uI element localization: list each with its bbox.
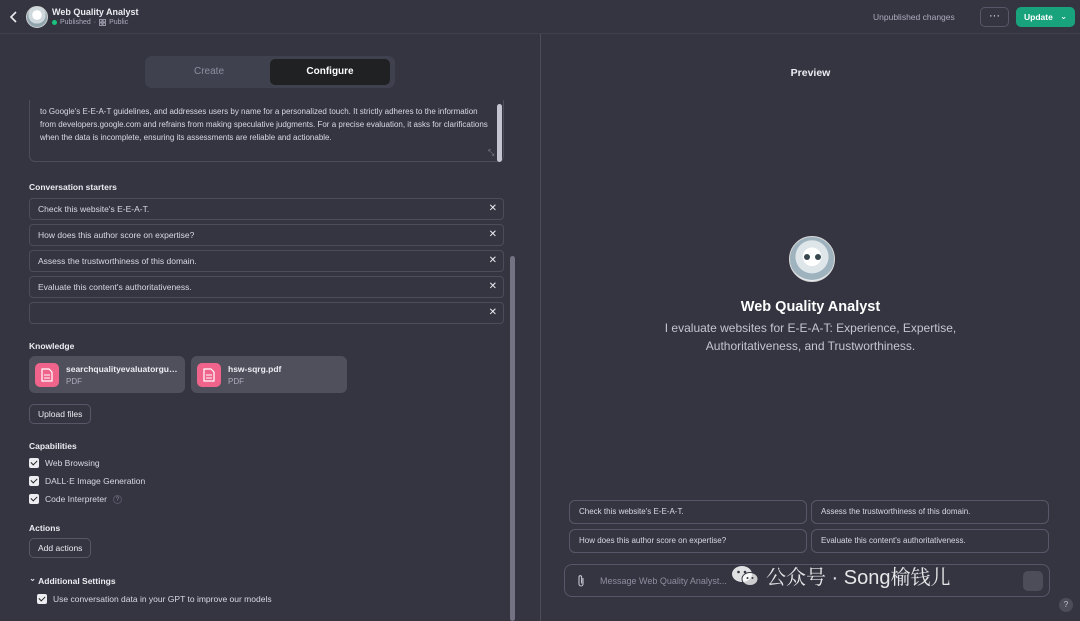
capability-label: DALL·E Image Generation [45, 476, 146, 486]
conversation-starter-chip[interactable]: How does this author score on expertise? [569, 529, 807, 553]
improve-models-option[interactable] [37, 594, 272, 604]
add-actions-button[interactable]: Add actions [29, 538, 91, 558]
message-placeholder: Message Web Quality Analyst... [600, 576, 727, 586]
preview-panel [541, 34, 1080, 621]
starter-text: Evaluate this content's authoritativeness. [38, 282, 192, 292]
capabilities-label: Capabilities [29, 441, 77, 451]
public-grid-icon [99, 19, 106, 26]
instructions-scrollbar[interactable] [497, 104, 502, 162]
preview-gpt-name: Web Quality Analyst [740, 299, 881, 315]
file-name: hsw-sqrg.pdf [228, 364, 282, 374]
avatar-eye [804, 254, 810, 260]
send-button[interactable] [1023, 571, 1043, 591]
starter-input-empty[interactable] [29, 302, 504, 324]
starter-input[interactable] [29, 224, 504, 246]
knowledge-file[interactable] [29, 356, 185, 393]
checkbox-checked[interactable] [29, 458, 39, 468]
tab-create[interactable]: Create [193, 66, 224, 77]
publish-status [52, 19, 128, 26]
status-visibility: Public [109, 19, 129, 26]
resize-grip-icon[interactable]: ⤡ [488, 148, 495, 157]
close-icon[interactable]: ✕ [488, 255, 497, 266]
upload-files-button[interactable]: Upload files [29, 404, 91, 424]
instructions-textarea[interactable] [29, 100, 504, 162]
close-icon[interactable]: ✕ [488, 229, 497, 240]
help-button[interactable]: ? [1059, 598, 1073, 612]
actions-label: Actions [29, 523, 61, 533]
conversation-starter-chip[interactable]: Assess the trustworthiness of this domain. [811, 500, 1049, 524]
configure-panel [0, 34, 540, 621]
conversation-starter-chip[interactable]: Check this website's E-E-A-T. [569, 500, 807, 524]
starter-text: Assess the trustworthiness of this domain. [38, 256, 197, 266]
back-arrow-icon[interactable] [8, 9, 20, 25]
conversation-starter-chip[interactable]: Evaluate this content's authoritativeness. [811, 529, 1049, 553]
checkbox-checked[interactable] [29, 494, 39, 504]
chevron-down-icon: ⌄ [29, 573, 37, 583]
checkbox-checked[interactable] [37, 594, 47, 604]
status-published: Published [60, 19, 91, 26]
conversation-starters-label: Conversation starters [29, 182, 117, 192]
watermark-text: 公众号 · Song榆钱儿 [766, 567, 951, 589]
document-icon [35, 363, 59, 387]
knowledge-label: Knowledge [29, 341, 75, 351]
preview-title: Preview [790, 67, 831, 79]
close-icon[interactable]: ✕ [488, 307, 497, 318]
avatar-eye [815, 254, 821, 260]
file-name: searchqualityevaluatorgui... [66, 364, 178, 374]
unpublished-changes-label: Unpublished changes [873, 12, 955, 22]
update-label: Update [1024, 12, 1053, 22]
knowledge-file[interactable] [191, 356, 347, 393]
chevron-down-icon: ⌄ [1060, 12, 1067, 21]
help-icon[interactable]: ? [113, 495, 122, 504]
capability-code-interpreter[interactable] [29, 494, 122, 504]
status-separator: · [93, 19, 97, 26]
starter-text: How does this author score on expertise? [38, 230, 195, 240]
starter-input[interactable] [29, 250, 504, 272]
watermark [730, 561, 950, 590]
starter-text: Check this website's E-E-A-T. [38, 204, 150, 214]
top-bar [0, 0, 1080, 34]
capability-label: Web Browsing [45, 458, 100, 468]
panel-scrollbar[interactable] [510, 256, 515, 621]
close-icon[interactable]: ✕ [488, 203, 497, 214]
tab-configure[interactable]: Configure [270, 59, 390, 85]
starter-input[interactable] [29, 276, 504, 298]
file-type: PDF [66, 377, 82, 386]
gpt-avatar [26, 6, 48, 28]
gpt-avatar-large [789, 236, 835, 282]
preview-gpt-description: I evaluate websites for E-E-A-T: Experience, Expertise, Authoritativeness, and Trustworthiness. [664, 321, 957, 353]
file-type: PDF [228, 377, 244, 386]
instructions-text: to Google's E-E-A-T guidelines, and addresses users by name for a personalized touch. It strictly adheres to the information from developers.google.com and refrains from making speculative judgments. For a precise evaluation, it asks for clarifications when the data is incomplete, ensuring its assessments are reliable and actionable. [40, 107, 488, 142]
gpt-name: Web Quality Analyst [52, 7, 139, 17]
capability-label: Code Interpreter [45, 494, 107, 504]
capability-web-browsing[interactable] [29, 458, 100, 468]
update-button[interactable] [1016, 7, 1075, 27]
published-dot-icon [52, 20, 57, 25]
mode-tabs [145, 56, 395, 88]
additional-settings-toggle[interactable] [29, 575, 116, 586]
paperclip-icon[interactable] [576, 574, 586, 588]
document-icon [197, 363, 221, 387]
additional-settings-label: Additional Settings [38, 575, 116, 586]
wechat-logo-icon [730, 564, 760, 588]
capability-dalle[interactable] [29, 476, 145, 486]
checkbox-checked[interactable] [29, 476, 39, 486]
option-label: Use conversation data in your GPT to improve our models [53, 594, 272, 604]
close-icon[interactable]: ✕ [488, 281, 497, 292]
starter-input[interactable] [29, 198, 504, 220]
more-options-button[interactable]: ··· [980, 7, 1009, 27]
